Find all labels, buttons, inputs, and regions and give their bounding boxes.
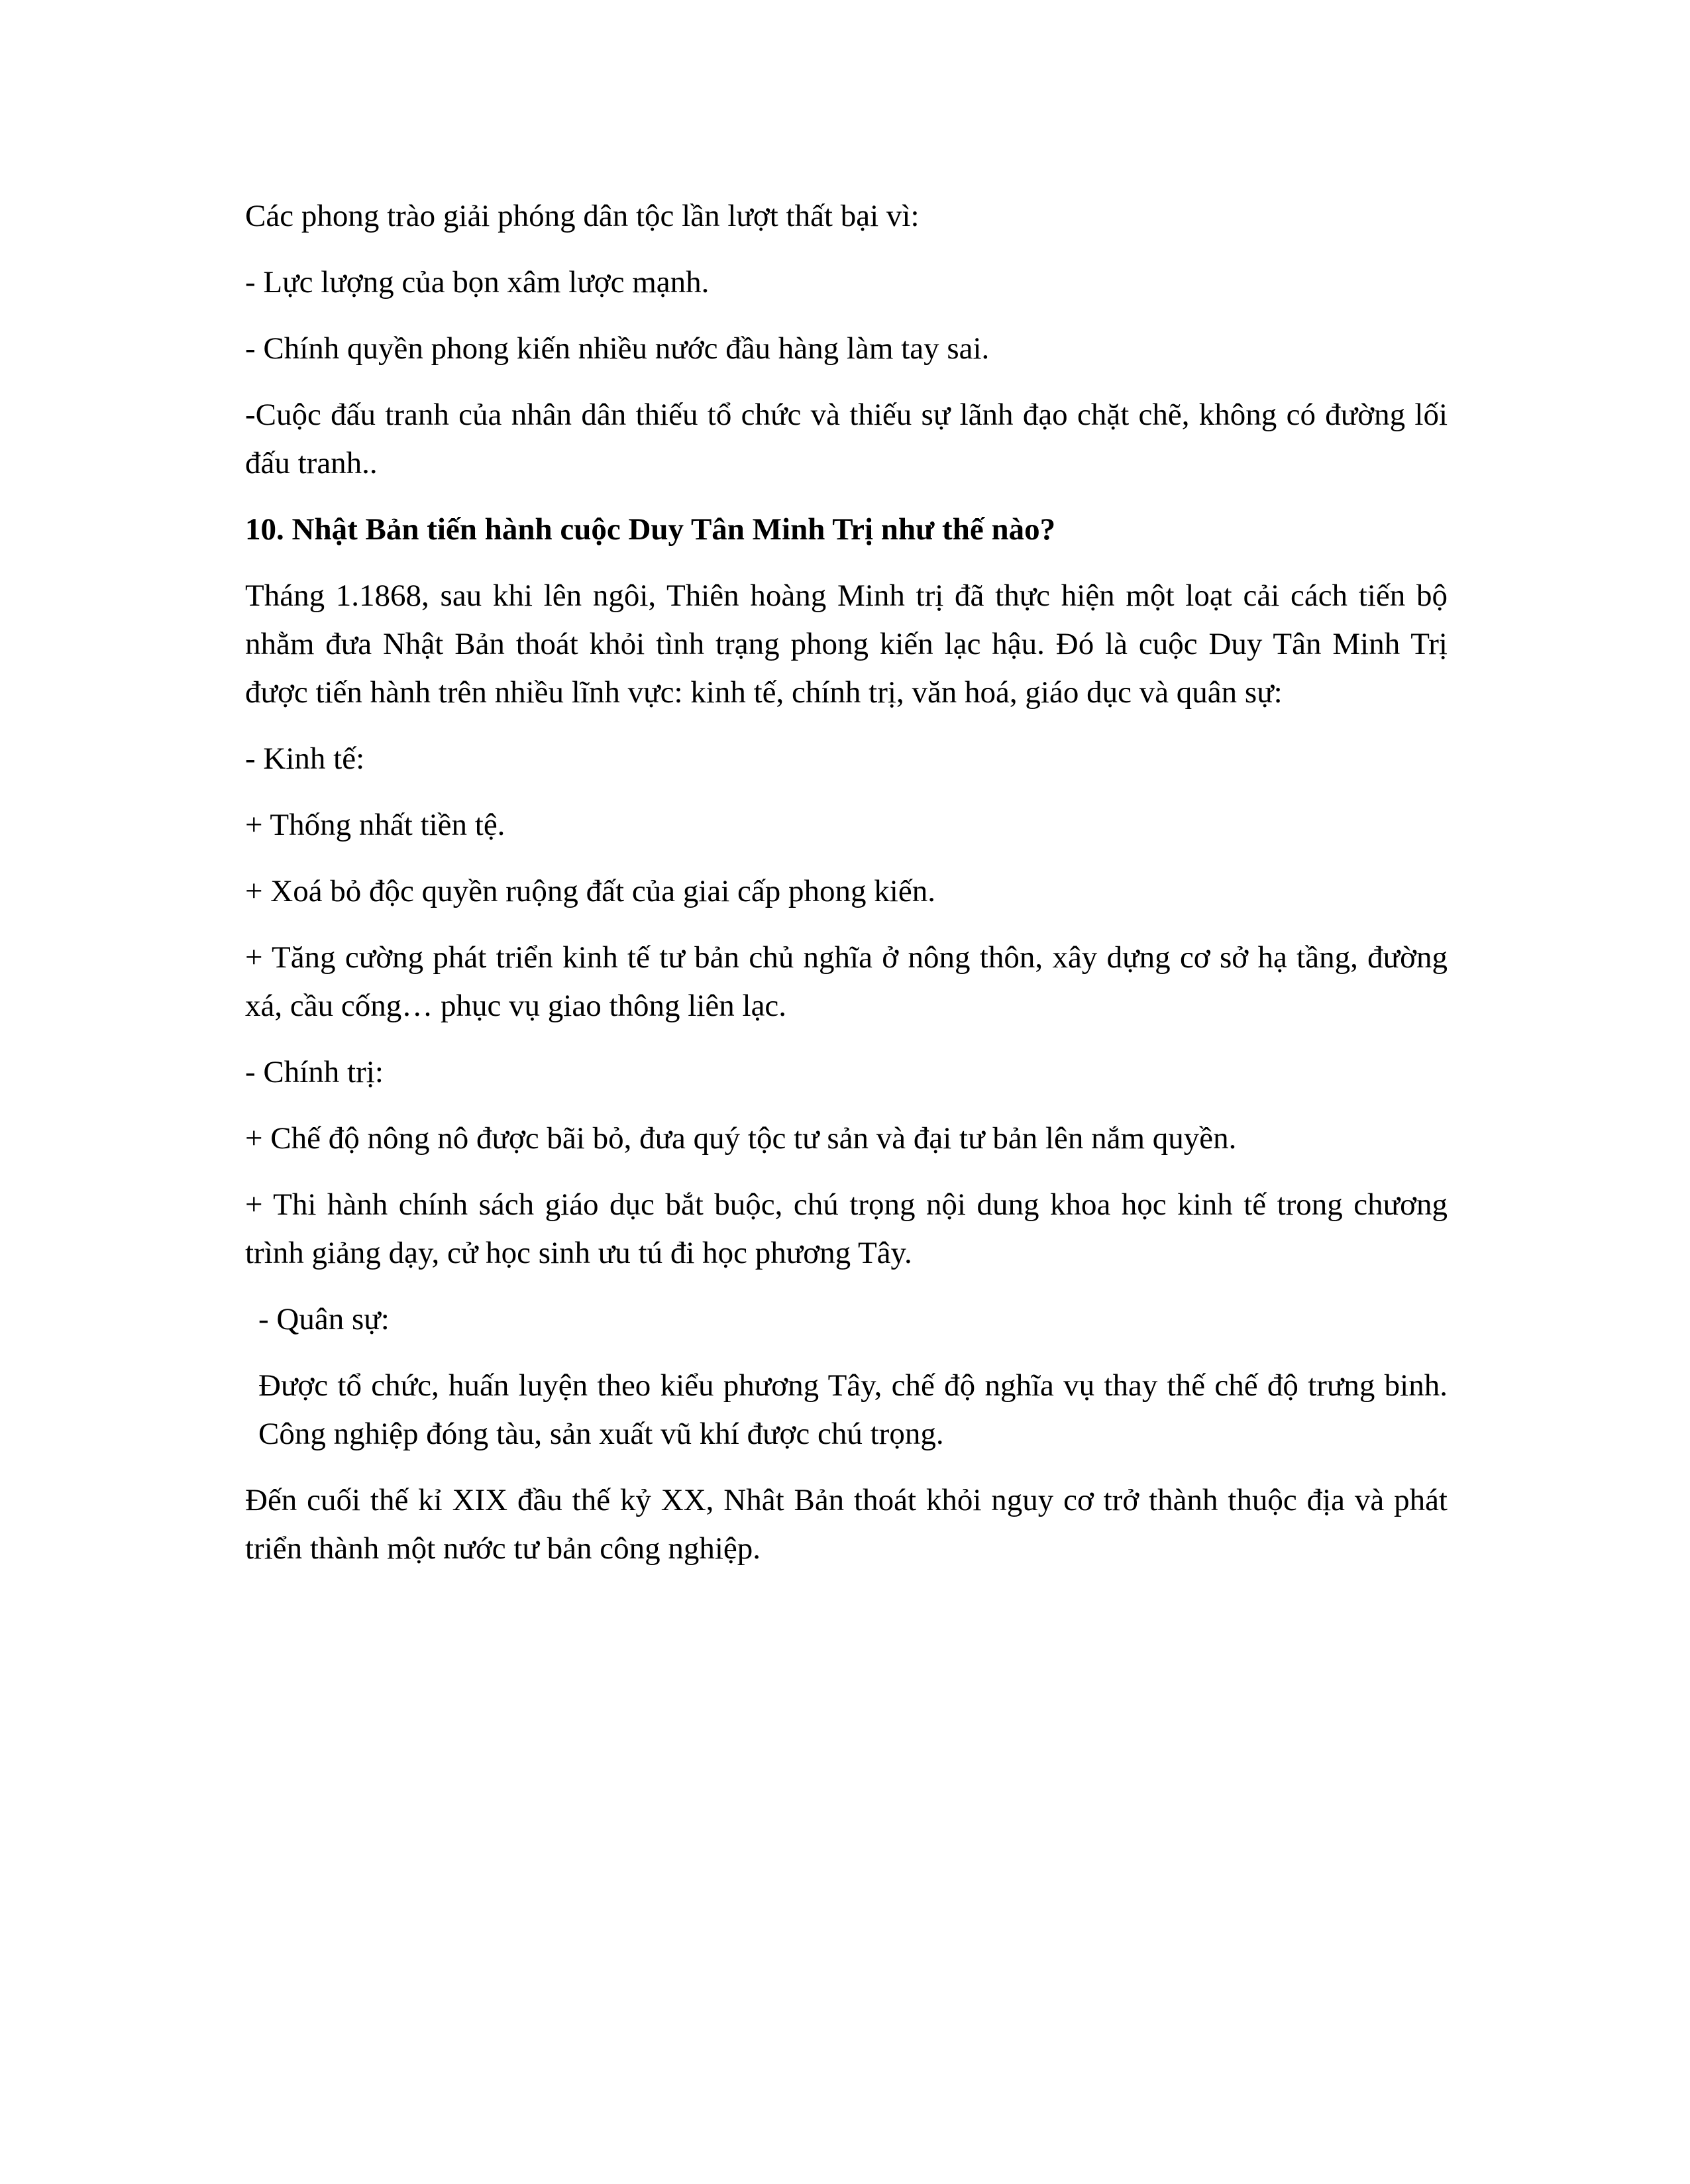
list-item: + Thi hành chính sách giáo dục bắt buộc, chú trọng nội dung khoa học kinh tế trong chương trình giảng dạy, cử học sinh ưu tú đi học phương Tây. — [245, 1187, 1448, 1270]
subsection-label: - Quân sự: — [258, 1302, 390, 1337]
list-item: + Xoá bỏ độc quyền ruộng đất của giai cấp phong kiến. — [245, 874, 935, 908]
body-paragraph: Được tổ chức, huấn luyện theo kiểu phương Tây, chế độ nghĩa vụ thay thế chế độ trưng binh. Công nghiệp đóng tàu, sản xuất vũ khí được chú trọng. — [258, 1368, 1448, 1451]
document-page — [245, 192, 1448, 1591]
section-heading: 10. Nhật Bản tiến hành cuộc Duy Tân Minh Trị như thế nào? — [245, 512, 1056, 547]
subsection-label: - Chính trị: — [245, 1055, 384, 1089]
body-paragraph: Tháng 1.1868, sau khi lên ngôi, Thiên hoàng Minh trị đã thực hiện một loạt cải cách tiến bộ nhằm đưa Nhật Bản thoát khỏi tình trạng phong kiến lạc hậu. Đó là cuộc Duy Tân Minh Trị được tiến hành trên nhiều lĩnh vực: kinh tế, chính trị, văn hoá, giáo dục và quân sự: — [245, 578, 1448, 710]
conclusion-paragraph: Đến cuối thế kỉ XIX đầu thế kỷ XX, Nhât Bản thoát khỏi nguy cơ trở thành thuộc địa và phát triển thành một nước tư bản công nghiệp. — [245, 1483, 1448, 1566]
intro-paragraph: Các phong trào giải phóng dân tộc lần lượt thất bại vì: — [245, 199, 920, 233]
list-item: + Thống nhất tiền tệ. — [245, 808, 505, 842]
reason-item: - Lực lượng của bọn xâm lược mạnh. — [245, 265, 710, 300]
subsection-label: - Kinh tế: — [245, 741, 365, 776]
reason-item: -Cuộc đấu tranh của nhân dân thiếu tổ chức và thiếu sự lãnh đạo chặt chẽ, không có đường lối đấu tranh.. — [245, 398, 1448, 480]
list-item: + Chế độ nông nô được bãi bỏ, đưa quý tộc tư sản và đại tư bản lên nắm quyền. — [245, 1121, 1237, 1156]
list-item: + Tăng cường phát triển kinh tế tư bản chủ nghĩa ở nông thôn, xây dựng cơ sở hạ tầng, đường xá, cầu cống… phục vụ giao thông liên lạc. — [245, 940, 1448, 1023]
reason-item: - Chính quyền phong kiến nhiều nước đầu hàng làm tay sai. — [245, 331, 990, 366]
